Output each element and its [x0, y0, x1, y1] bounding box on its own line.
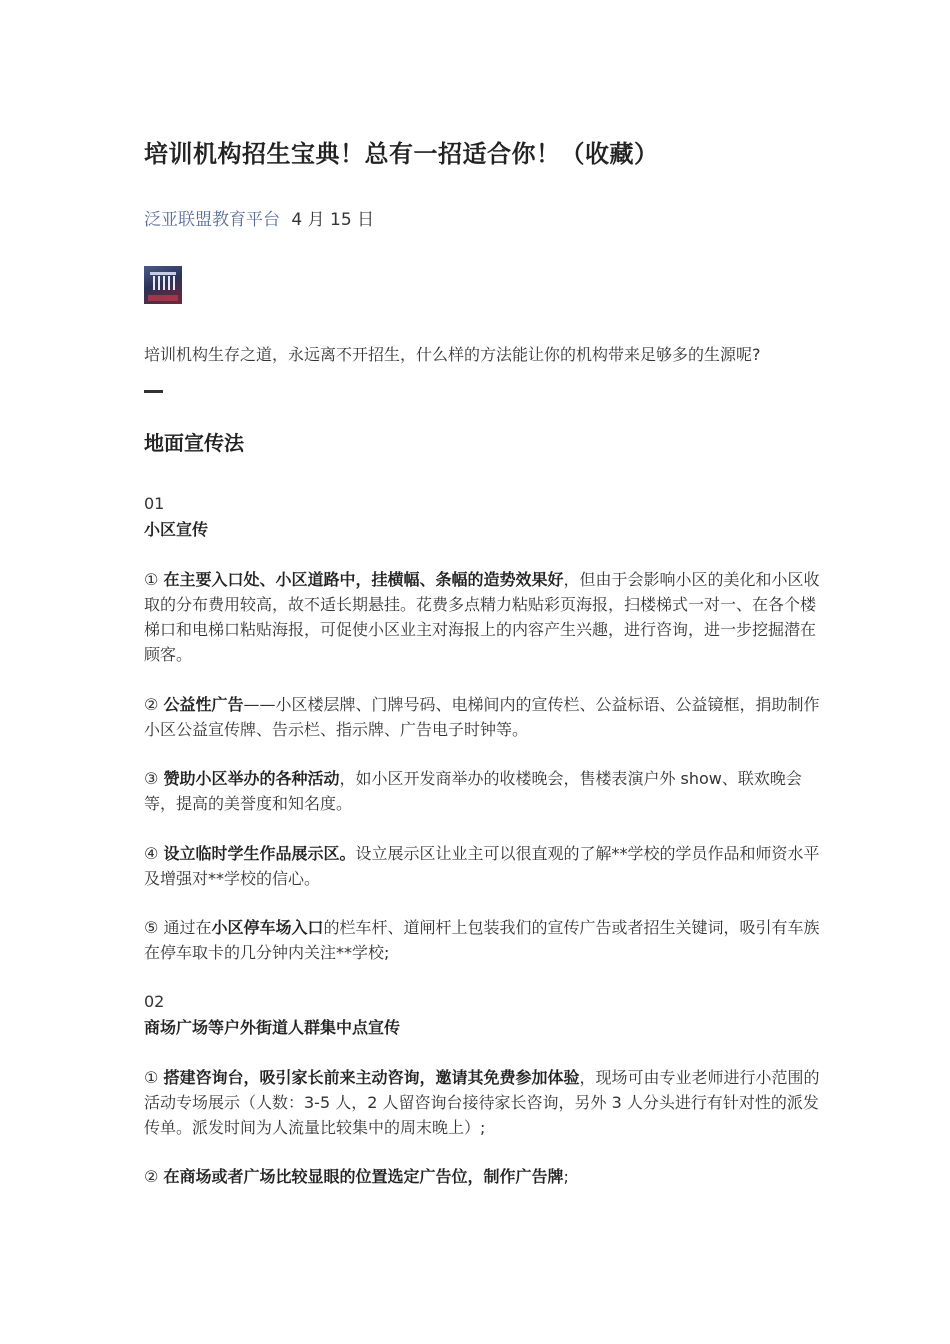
item-text: ，如小区开发商举办的收楼晚会，售楼表演户外 show、联欢晚会等，提高的美誉度和知名度。	[144, 769, 802, 813]
item-marker: ②	[144, 695, 159, 714]
item-text: ，现场可由专业老师进行小范围的活动专场展示（人数：3-5 人，2 人留咨询台接待家长咨询，另外 3 人分头进行有针对性的派发传单。派发时间为人流量比较集中的周末晚上）;	[144, 1068, 820, 1137]
item-marker: ①	[144, 570, 159, 589]
item-bold-text: 公益性广告	[163, 695, 244, 714]
thumbnail-decoration	[153, 276, 155, 290]
section-heading: 地面宣传法	[144, 431, 244, 455]
item-marker: ④	[144, 844, 159, 863]
subsection-title: 商场广场等户外街道人群集中点宣传	[144, 1018, 401, 1037]
item-marker: ⑤	[144, 918, 159, 937]
item-bold-text: 设立临时学生作品展示区。	[163, 844, 356, 863]
item-bold-text: 小区停车场入口	[211, 918, 324, 937]
article-meta	[144, 205, 374, 230]
item-text: 设立展示区让业主可以很直观的了解**学校的学员作品和师资水平及增强对**学校的信心。	[144, 844, 820, 888]
item-marker: ①	[144, 1068, 159, 1087]
thumbnail-decoration	[168, 276, 170, 290]
thumbnail-decoration	[150, 272, 176, 275]
list-item	[144, 1065, 824, 1140]
section-marker-text	[144, 390, 145, 391]
item-bold-text: 在商场或者广场比较显眼的位置选定广告位，制作广告牌	[163, 1167, 564, 1186]
item-bold-text: 赞助小区举办的各种活动	[163, 769, 340, 788]
thumbnail-decoration	[158, 276, 160, 290]
item-bold-text: 在主要入口处、小区道路中，挂横幅、条幅的造势效果好	[163, 570, 564, 589]
article-thumbnail-image[interactable]	[144, 266, 182, 304]
item-text: ，但由于会影响小区的美化和小区收取的分布费用较高，故不适长期悬挂。花费多点精力粘贴彩页海报，扫楼梯式一对一、在各个楼梯口和电梯口粘贴海报，可促使小区业主对海报上的内容产生兴趣，进行咨询，进一步挖掘潜在顾客。	[144, 570, 820, 664]
list-item	[144, 841, 824, 891]
article-title: 培训机构招生宝典！总有一招适合你！（收藏）	[144, 139, 659, 168]
list-item	[144, 915, 824, 965]
thumbnail-decoration	[173, 276, 175, 290]
item-text: 通过在	[163, 918, 212, 937]
list-item	[144, 692, 824, 742]
list-item	[144, 766, 824, 816]
list-item	[144, 1164, 824, 1189]
section-marker	[144, 390, 163, 393]
thumbnail-decoration	[163, 276, 165, 290]
subsection-number: 02	[144, 992, 165, 1011]
thumbnail-decoration	[148, 295, 178, 301]
item-text: 的栏车杆、道闸杆上包装我们的宣传广告或者招生关键词，吸引有车族在停车取卡的几分钟内关注**学校;	[144, 918, 820, 962]
publish-date: 4 月 15 日	[291, 210, 375, 230]
author-link[interactable]: 泛亚联盟教育平台	[144, 210, 280, 230]
item-bold-text: 搭建咨询台，吸引家长前来主动咨询，邀请其免费参加体验	[163, 1068, 580, 1087]
item-text: ——小区楼层牌、门牌号码、电梯间内的宣传栏、公益标语、公益镜框，捐助制作小区公益宣传牌、告示栏、指示牌、广告电子时钟等。	[144, 695, 820, 739]
subsection-title: 小区宣传	[144, 520, 209, 539]
item-marker: ②	[144, 1167, 159, 1186]
list-item	[144, 567, 824, 667]
item-text: ;	[563, 1167, 569, 1186]
item-marker: ③	[144, 769, 159, 788]
intro-paragraph: 培训机构生存之道，永远离不开招生，什么样的方法能让你的机构带来足够多的生源呢?	[144, 345, 761, 364]
subsection-number: 01	[144, 494, 165, 513]
